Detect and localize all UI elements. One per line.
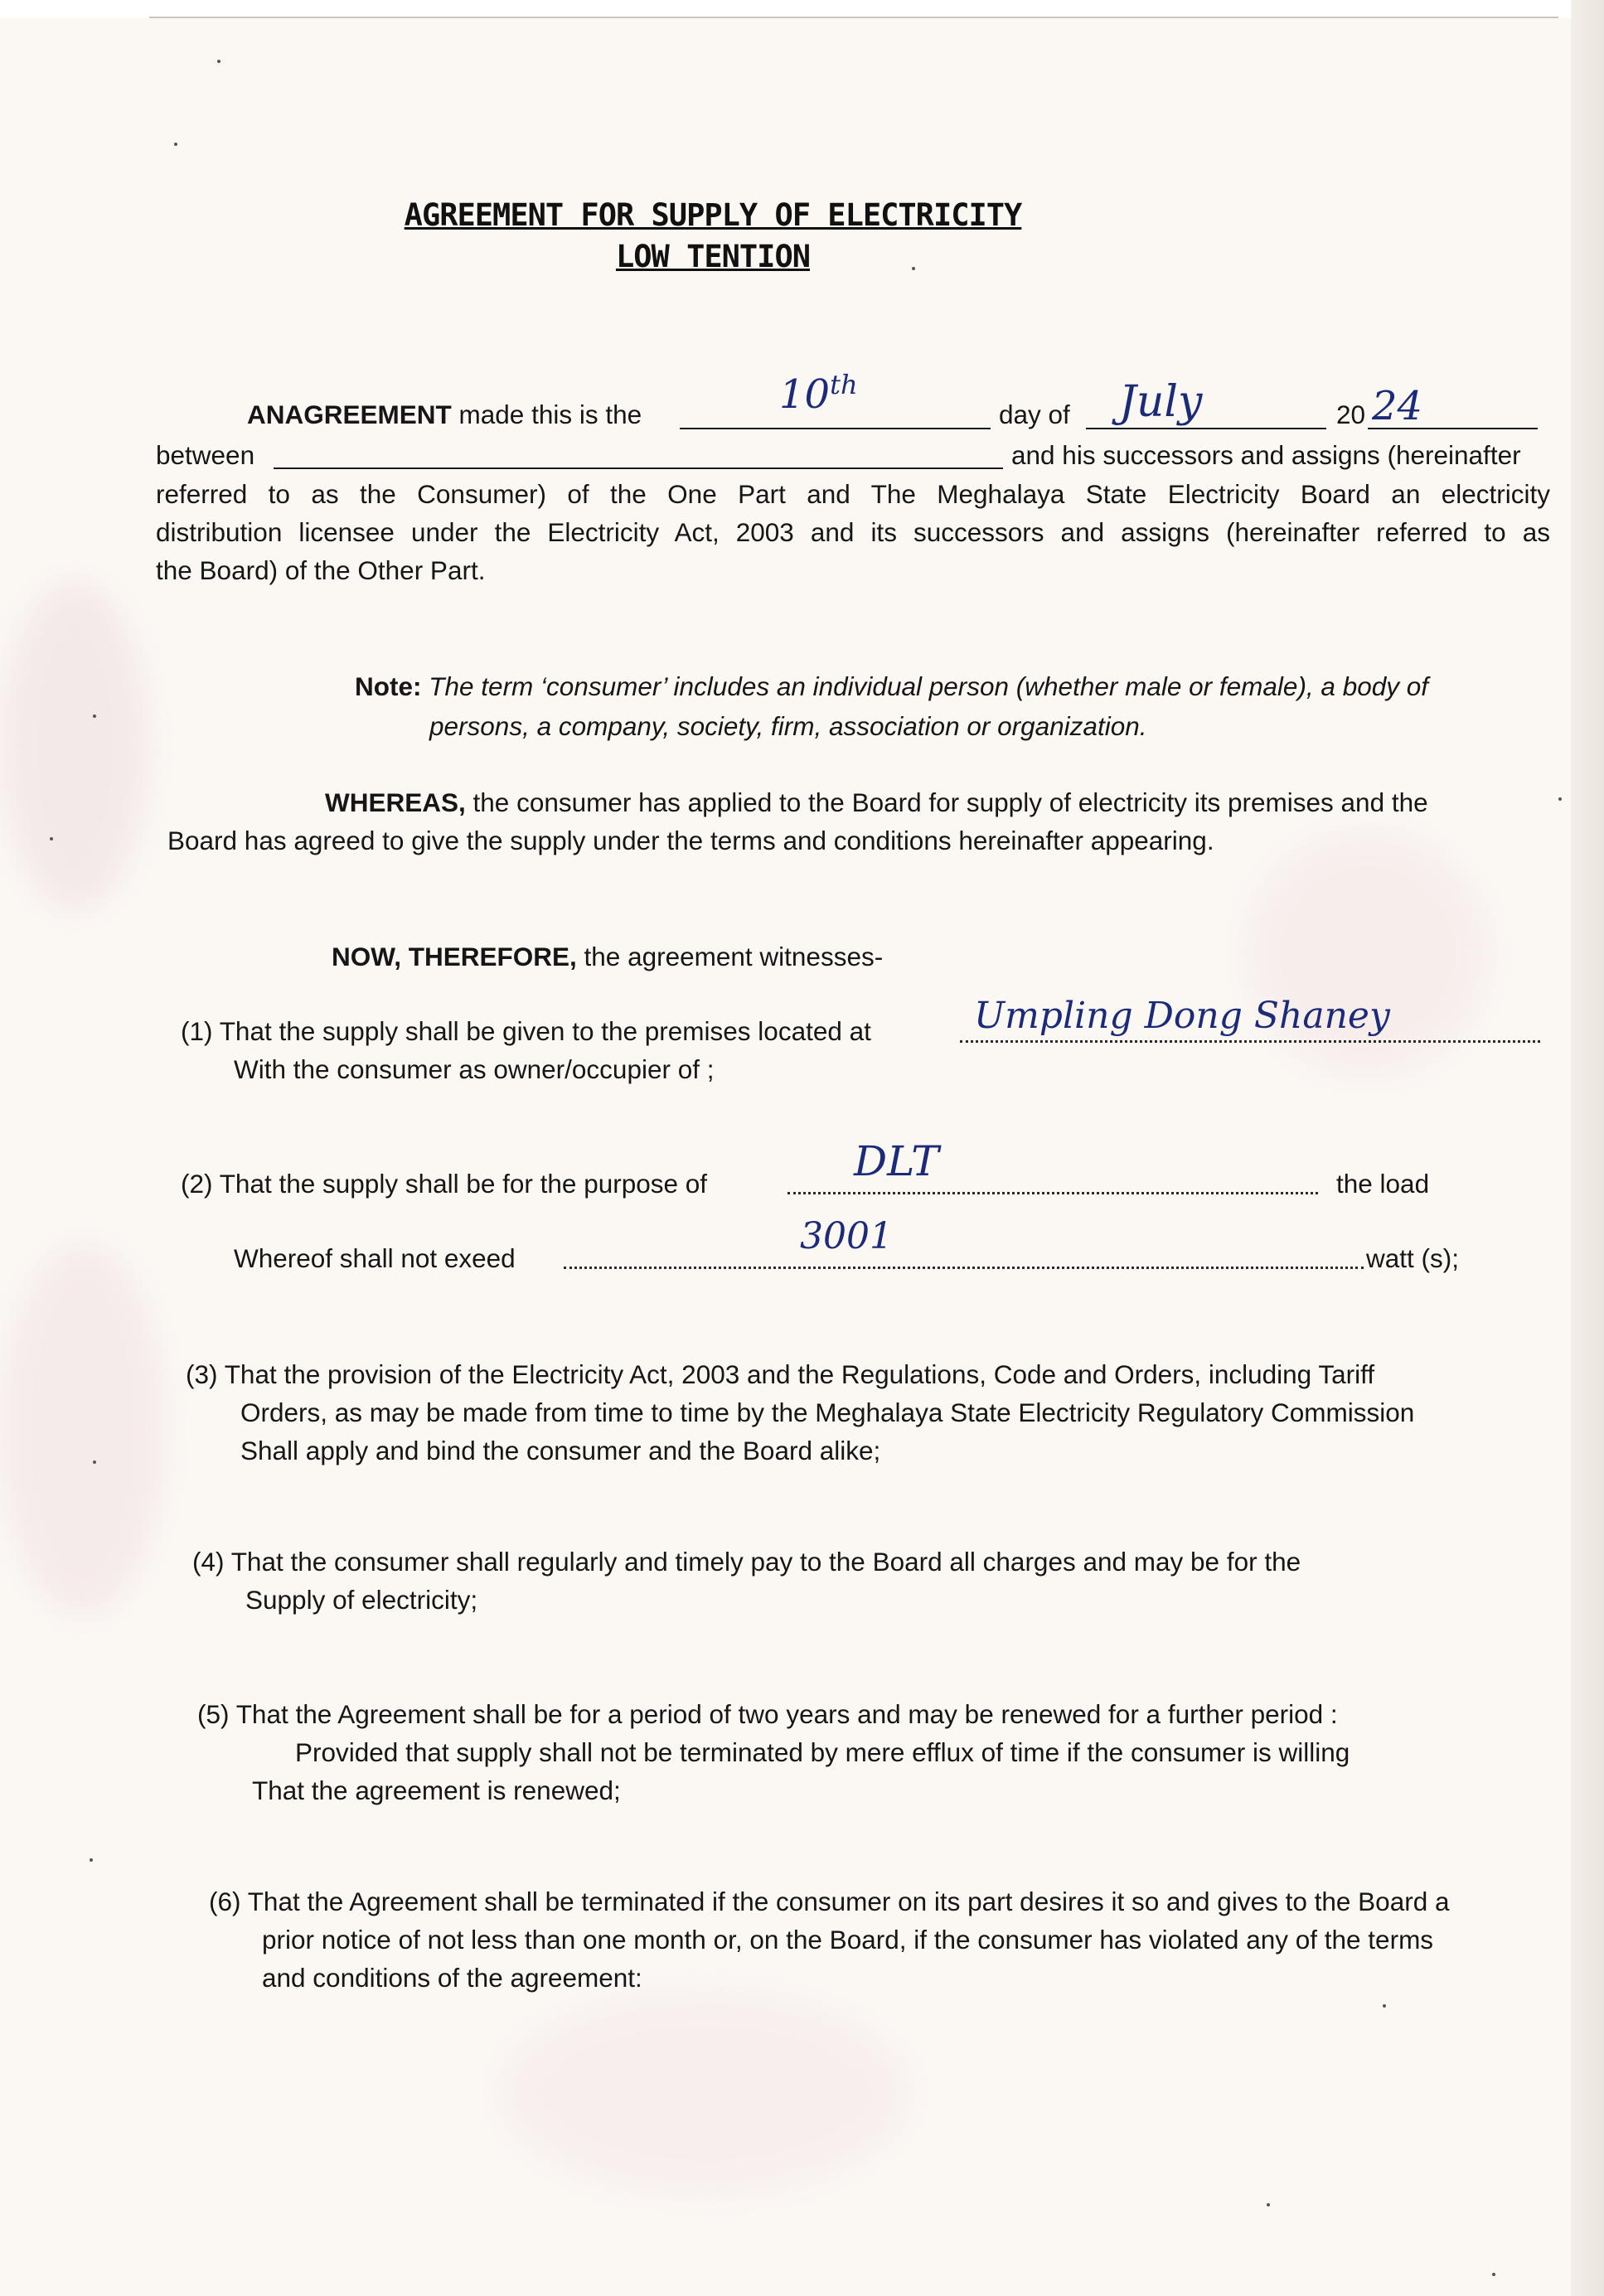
scan-speck: [90, 1858, 93, 1862]
scan-speck: [93, 1460, 96, 1464]
clause-5-line-3: That the agreement is renewed;: [252, 1775, 621, 1805]
clause-4-number: (4): [192, 1547, 225, 1577]
intro-line-3: referred to as the Consumer) of the One Part and The Meghalaya State Electricity Board an electricity: [156, 479, 1550, 509]
scan-speck: [912, 267, 915, 270]
intro-lead-text: made this is the: [458, 400, 642, 429]
handwritten-load: 3001: [800, 1215, 893, 1257]
purpose-dotted-line: [787, 1192, 1318, 1194]
consumer-name-blank: [274, 467, 1003, 469]
load-dotted-line: [564, 1267, 1364, 1269]
clause-6-line-3: and conditions of the agreement:: [262, 1963, 642, 1993]
clause-3-line-3: Shall apply and bind the consumer and the Board alike;: [240, 1436, 881, 1465]
clause-1-line-2: With the consumer as owner/occupier of ;: [234, 1054, 715, 1084]
clause-3-number: (3): [186, 1359, 218, 1389]
intro-lead: [247, 400, 642, 430]
paper-stain: [0, 580, 149, 912]
clause-6-line-2: prior notice of not less than one month or, on the Board, if the consumer has violated any of the terms: [262, 1925, 1434, 1955]
clause-3-line-2: Orders, as may be made from time to time by the Meghalaya State Electricity Regulatory Commission: [240, 1397, 1415, 1427]
successors-text: and his successors and assigns (hereinafter: [1011, 440, 1521, 470]
handwritten-day-suffix: th: [830, 369, 858, 400]
scan-speck: [217, 60, 220, 63]
clause-6-number: (6): [209, 1887, 241, 1916]
whereas-line-2: Board has agreed to give the supply under the terms and conditions hereinafter appearing.: [167, 826, 1214, 855]
day-blank: [680, 428, 991, 429]
clause-1-number: (1): [181, 1016, 213, 1046]
note-line-2: persons, a company, society, firm, association or organization.: [429, 711, 1147, 741]
intro-line-4: distribution licensee under the Electricity Act, 2003 and its successors and assigns (hereinafter referred to as: [156, 517, 1550, 547]
scan-speck: [1383, 2004, 1386, 2008]
intro-lead-bold: ANAGREEMENT: [247, 400, 452, 429]
handwritten-location: Umpling Dong Shaney: [974, 995, 1390, 1037]
paper-top-edge: [149, 17, 1558, 18]
now-therefore-bold: NOW, THEREFORE,: [332, 942, 577, 971]
clause-2-line-1: [181, 1169, 707, 1199]
handwritten-year: 24: [1372, 383, 1423, 429]
clause-6-text: That the Agreement shall be terminated if the consumer on its part desires it so and gives to the Board a: [247, 1887, 1450, 1916]
handwritten-month: July: [1119, 377, 1203, 427]
whereas-bold: WHEREAS,: [325, 787, 466, 817]
scan-speck: [1267, 2203, 1270, 2206]
paper-right-edge: [1571, 0, 1604, 2296]
clause-4-line-2: Supply of electricity;: [245, 1585, 478, 1615]
scan-speck: [174, 143, 177, 146]
clause-4-line-1: [192, 1547, 1301, 1577]
year-prefix: 20: [1336, 400, 1366, 429]
clause-4-text: That the consumer shall regularly and timely pay to the Board all charges and may be for the: [230, 1547, 1301, 1577]
clause-6-line-1: [209, 1887, 1450, 1917]
scan-speck: [1558, 797, 1562, 801]
note-line-1: [355, 671, 1428, 702]
premises-dotted-line: [960, 1040, 1540, 1043]
handwritten-day: [779, 369, 858, 418]
clause-3-text: That the provision of the Electricity Act, 2003 and the Regulations, Code and Orders, including Tariff: [224, 1359, 1375, 1389]
clause-1-text: That the supply shall be given to the premises located at: [219, 1016, 871, 1046]
clause-1-line-1: [181, 1016, 871, 1047]
handwritten-day-number: 10: [779, 371, 831, 418]
paper-stain: [497, 1989, 912, 2197]
now-therefore: [332, 942, 883, 972]
between-label: between: [156, 440, 255, 470]
note-label: Note:: [355, 671, 422, 701]
scan-speck: [1492, 2273, 1495, 2276]
scan-top-margin: [0, 0, 1604, 18]
paper-stain: [0, 1243, 166, 1616]
scan-speck: [93, 714, 96, 718]
handwritten-purpose: DLT: [854, 1137, 939, 1185]
clause-2-load: the load: [1336, 1169, 1430, 1199]
clause-2-line-2: Whereof shall not exeed: [234, 1243, 516, 1273]
clause-5-line-2: Provided that supply shall not be terminated by mere efflux of time if the consumer is willing: [295, 1737, 1350, 1767]
scan-speck: [50, 837, 53, 840]
clause-2-number: (2): [181, 1169, 213, 1199]
clause-5-number: (5): [197, 1699, 230, 1729]
clause-5-text: That the Agreement shall be for a period of two years and may be renewed for a further period :: [235, 1699, 1338, 1729]
clause-5-line-1: [197, 1699, 1338, 1730]
intro-line-5: the Board) of the Other Part.: [156, 555, 486, 585]
document-title: AGREEMENT FOR SUPPLY OF ELECTRICITY: [404, 197, 1022, 233]
month-blank: [1086, 428, 1326, 429]
now-therefore-text: the agreement witnesses-: [584, 942, 884, 971]
clause-2-watts: watt (s);: [1366, 1243, 1460, 1273]
day-of-label: day of: [999, 400, 1070, 429]
clause-3-line-1: [186, 1359, 1374, 1390]
whereas-line-1: [325, 787, 1428, 818]
clause-2-text: That the supply shall be for the purpose of: [219, 1169, 708, 1199]
document-subtitle: LOW TENTION: [615, 239, 811, 274]
whereas-text-1: the consumer has applied to the Board for supply of electricity its premises and the: [472, 787, 1428, 817]
note-text-1: The term ‘consumer’ includes an individual person (whether male or female), a body of: [429, 671, 1429, 701]
